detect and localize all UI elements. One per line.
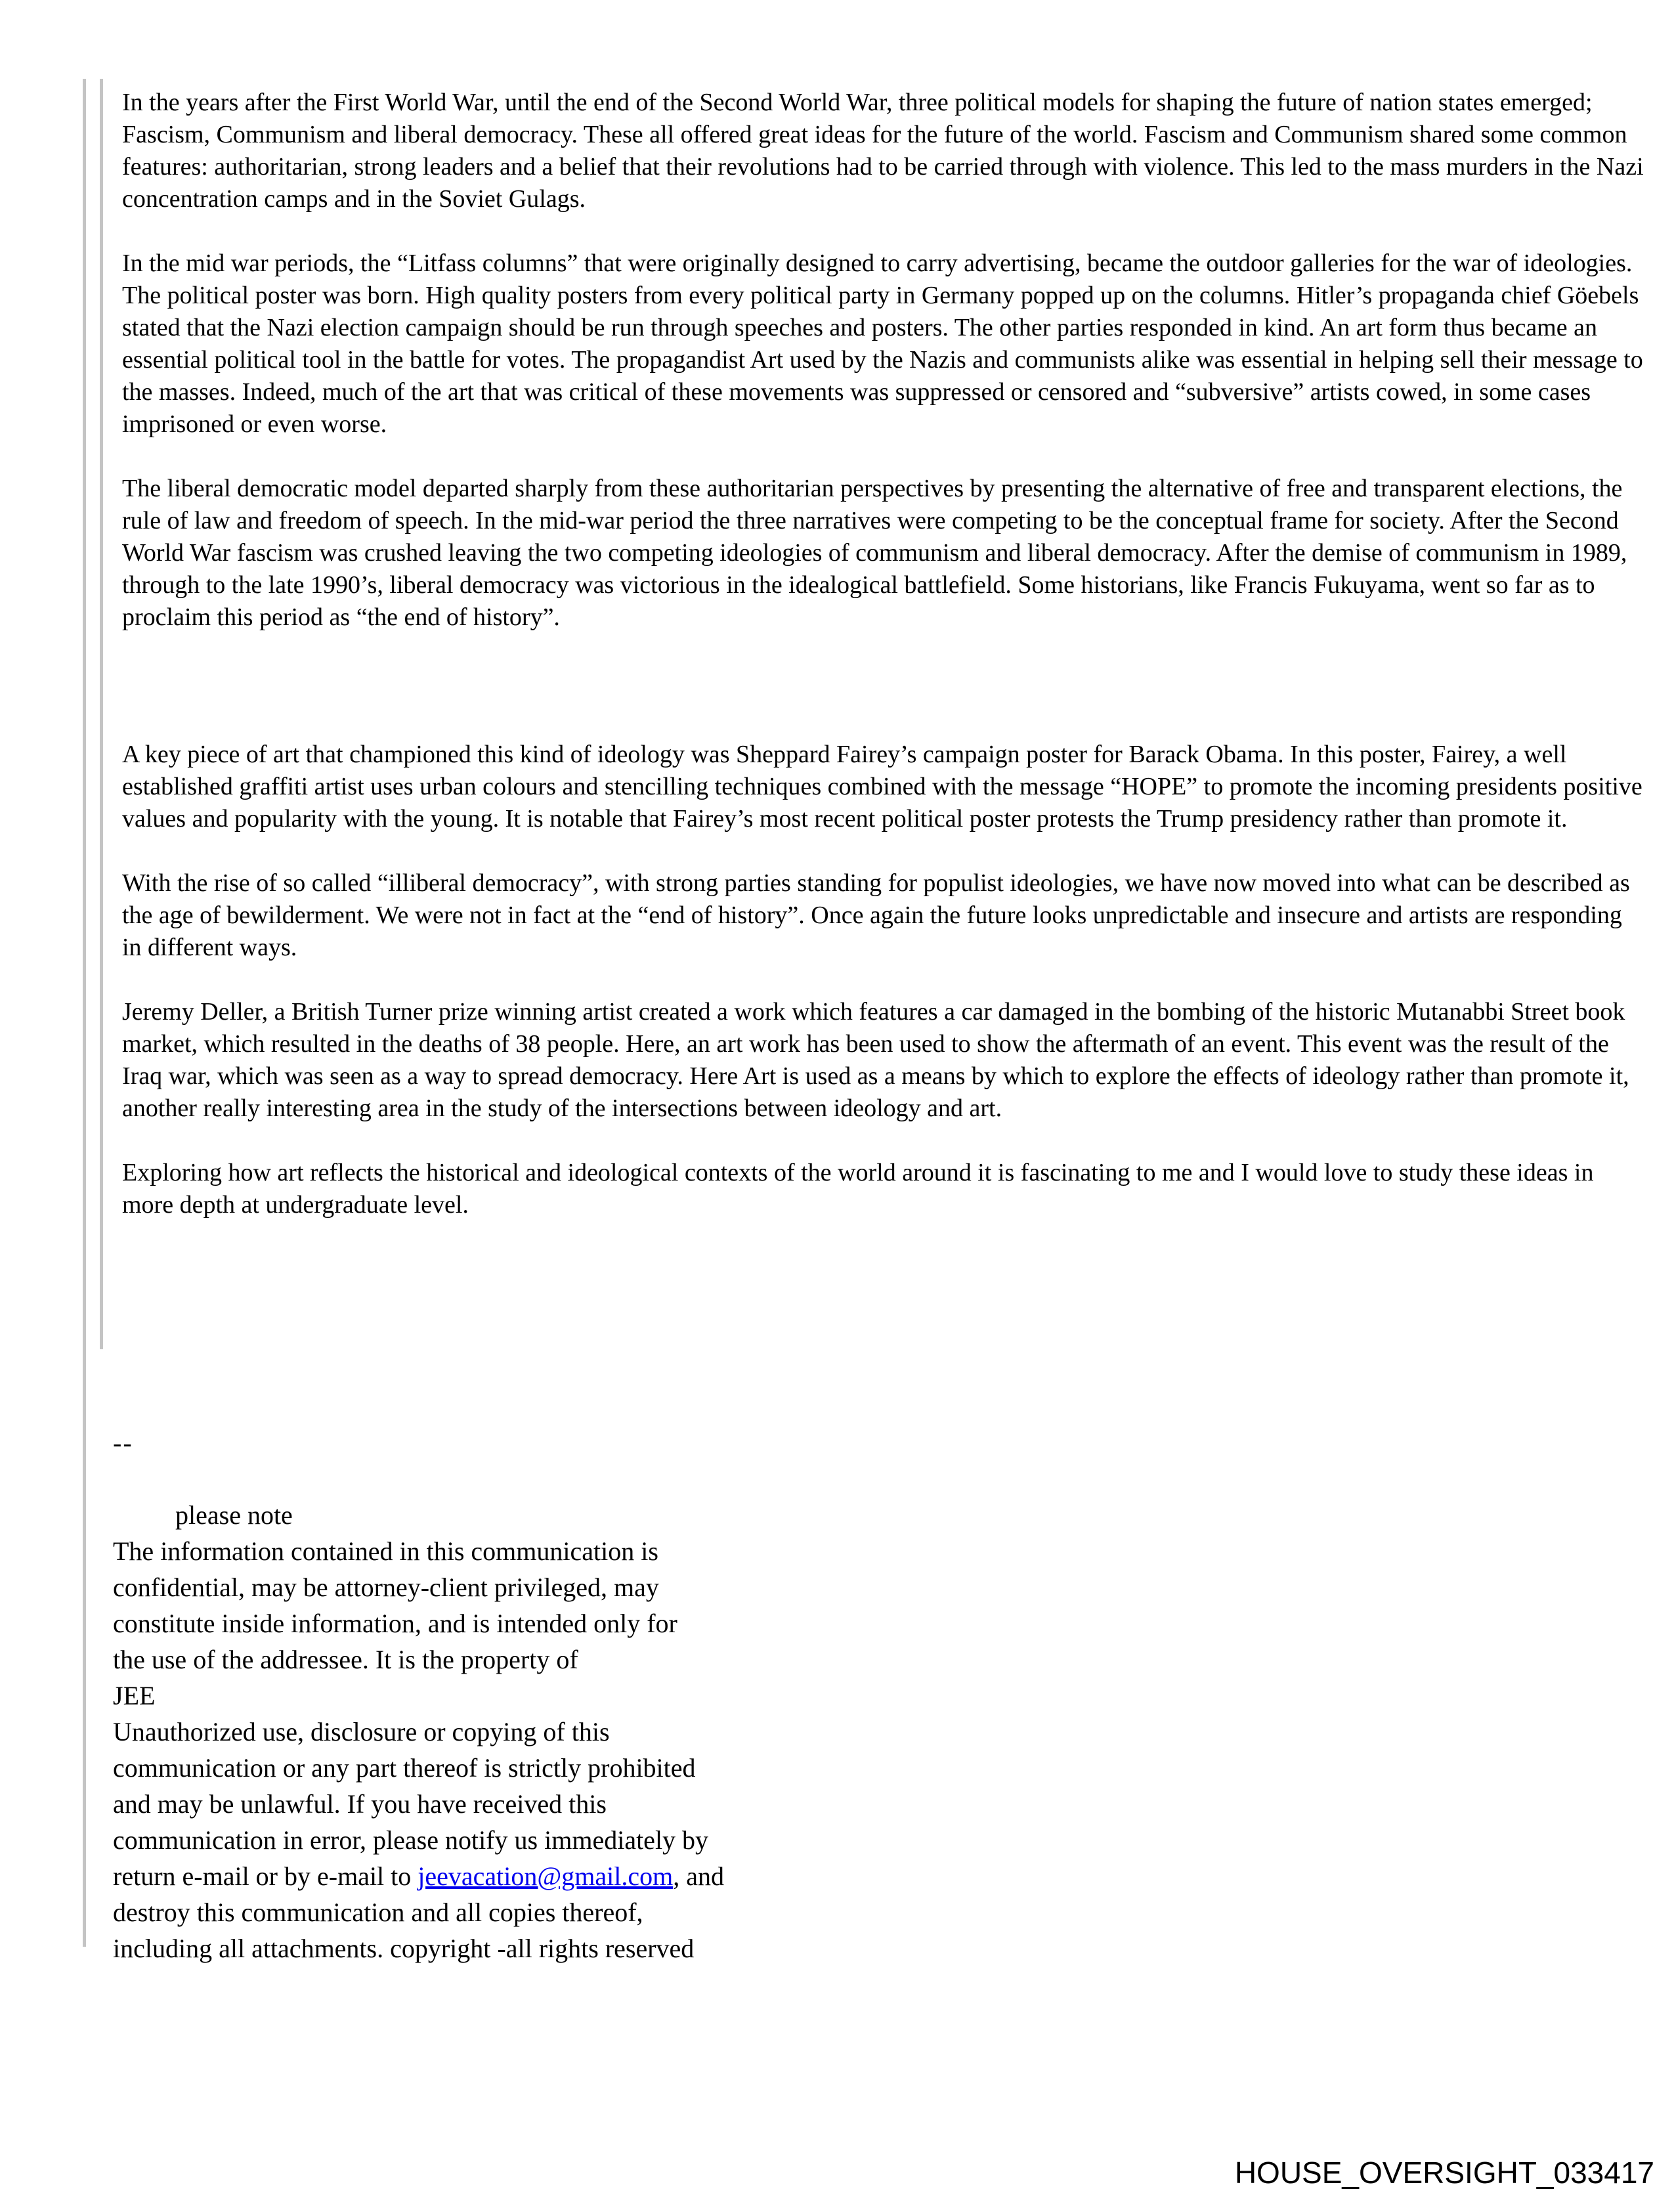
email-link[interactable]: jeevacation@gmail.com — [418, 1861, 674, 1891]
signature-line: the use of the addressee. It is the property of — [113, 1645, 578, 1674]
signature-note-label: please note — [175, 1500, 293, 1530]
signature-link-prefix: return e-mail or by e-mail to — [113, 1861, 418, 1891]
signature-line: including all attachments. copyright -all rights reserved — [113, 1934, 695, 1963]
signature-line: confidential, may be attorney-client privileged, may — [113, 1572, 659, 1602]
essay-paragraph-jeremy-deller: Jeremy Deller, a British Turner prize winning artist created a work which features a car damaged in the bombing of the historic Mutanabbi Street book market, which resulted in the deaths of 38 people. Here, an art work has been used to show the aftermath of an event. This event was the result of the Iraq war, which was seen as a way to spread democracy. Here Art is used as a means by which to explore the effects of ideology rather than promote it, another really interesting area in the study of the intersections between ideology and art. — [122, 998, 1629, 1122]
signature-separator: -- — [113, 1428, 133, 1458]
quote-bar-inner — [100, 79, 103, 1349]
signature-line: constitute inside information, and is intended only for — [113, 1609, 677, 1638]
essay-paragraph-liberal-democracy: The liberal democratic model departed sharply from these authoritarian perspectives by presenting the alternative of free and transparent elections, the rule of law and freedom of speech. In the mid-war period the three narratives were competing to be the conceptual frame for society. After the Second World War fascism was crushed leaving the two competing ideologies of communism and liberal democracy. After the demise of communism in 1989, through to the late 1990’s, liberal democracy was victorious in the idealogical battlefield. Some historians, like Francis Fukuyama, went so far as to proclaim this period as “the end of history”. — [122, 475, 1627, 631]
quoted-email-body — [122, 87, 1645, 1253]
signature-line-with-link — [113, 1858, 1032, 1894]
bates-number: HOUSE_OVERSIGHT_033417 — [1234, 2156, 1654, 2190]
signature-line: Unauthorized use, disclosure or copying of this — [113, 1717, 610, 1746]
signature-line: destroy this communication and all copies thereof, — [113, 1898, 643, 1927]
signature-line: and may be unlawful. If you have received this — [113, 1789, 607, 1819]
essay-paragraph-litfass-columns: In the mid war periods, the “Litfass columns” that were originally designed to carry advertising, became the outdoor galleries for the war of ideologies. The political poster was born. High quality posters from every political party in Germany popped up on the columns. Hitler’s propaganda chief Göebels stated that the Nazi election campaign should be run through speeches and posters. The other parties responded in kind. An art form thus became an essential political tool in the battle for votes. The propagandist Art used by the Nazis and communists alike was essential in helping sell their message to the masses. Indeed, much of the art that was critical of these movements was suppressed or censored and “subversive” artists cowed, in some cases imprisoned or even worse. — [122, 249, 1643, 438]
signature-link-suffix: , and — [673, 1861, 724, 1891]
signature-line: communication in error, please notify us immediately by — [113, 1825, 709, 1855]
email-signature — [113, 1425, 1032, 1966]
essay-paragraph-political-models: In the years after the First World War, until the end of the Second World War, three political models for shaping the future of nation states emerged; Fascism, Communism and liberal democracy. These all offered great ideas for the future of the world. Fascism and Communism shared some common features: authoritarian, strong leaders and a belief that their revolutions had to be carried through with violence. This led to the mass murders in the Nazi concentration camps and in the Soviet Gulags. — [122, 89, 1644, 213]
essay-paragraph-illiberal-democracy: With the rise of so called “illiberal democracy”, with strong parties standing for populist ideologies, we have now moved into what can be described as the age of bewilderment. We were not in fact at the “end of history”. Once again the future looks unpredictable and insecure and artists are responding in different ways. — [122, 869, 1630, 961]
essay-paragraph-fairey-hope: A key piece of art that championed this kind of ideology was Sheppard Fairey’s campaign poster for Barack Obama. In this poster, Fairey, a well established graffiti artist uses urban colours and stencilling techniques combined with the message “HOPE” to promote the incoming presidents positive values and popularity with the young. It is notable that Fairey’s most recent political poster protests the Trump presidency rather than promote it. — [122, 741, 1642, 833]
signature-line: JEE — [113, 1681, 156, 1710]
signature-line: communication or any part thereof is strictly prohibited — [113, 1753, 696, 1783]
essay-paragraph-closing: Exploring how art reflects the historical and ideological contexts of the world around it is fascinating to me and I would love to study these ideas in more depth at undergraduate level. — [122, 1159, 1594, 1219]
signature-line: The information contained in this communication is — [113, 1536, 658, 1566]
quote-bar-outer — [83, 79, 86, 1947]
